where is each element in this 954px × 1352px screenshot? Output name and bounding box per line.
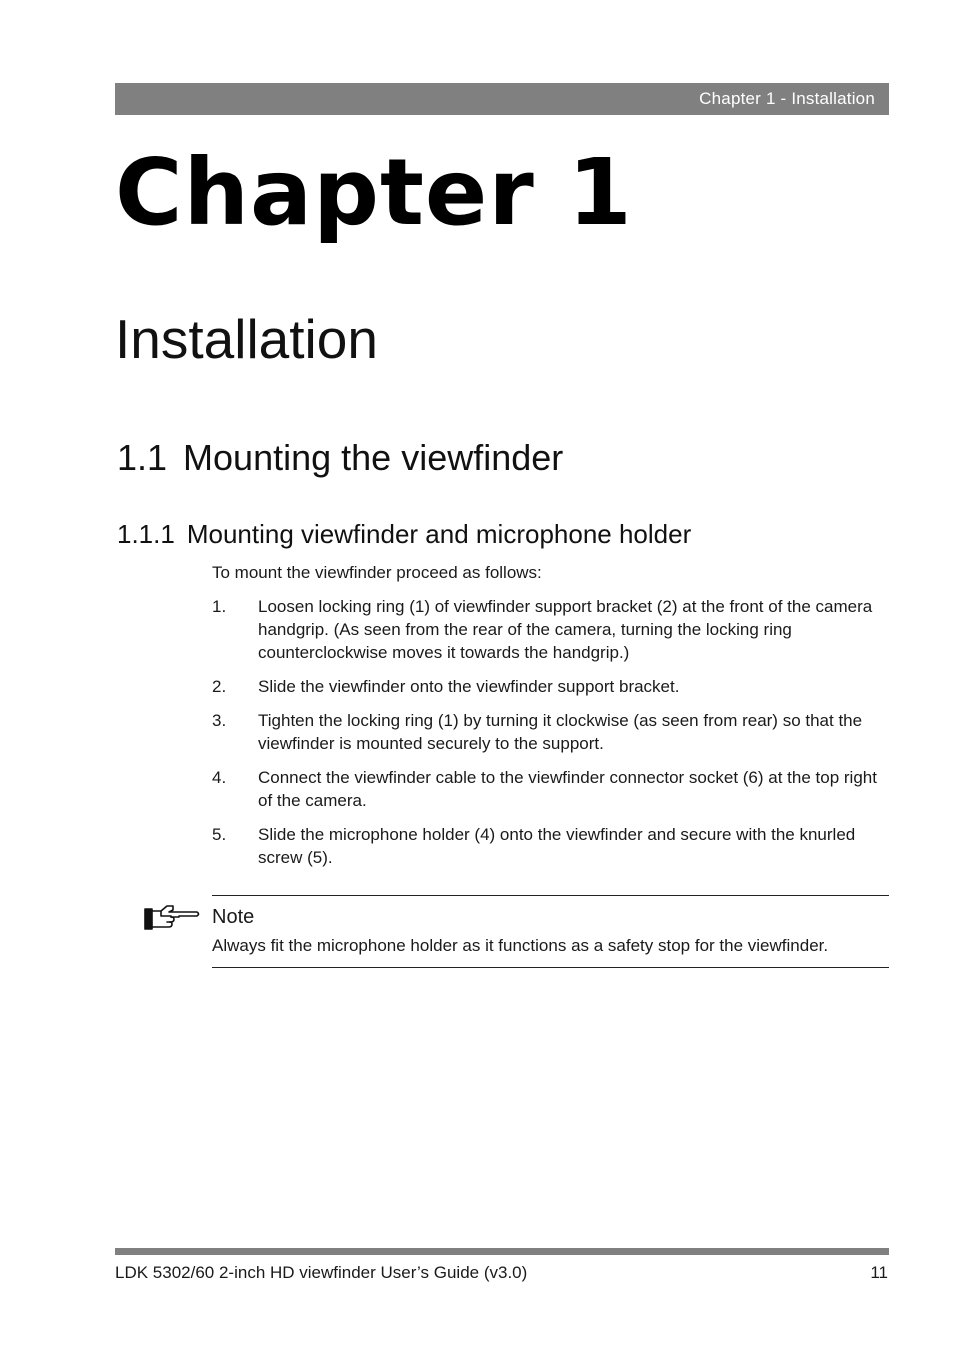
procedure-step	[212, 709, 889, 755]
step-number: 1.	[212, 597, 227, 616]
note-bottom-divider	[212, 967, 889, 968]
step-number: 5.	[212, 825, 227, 844]
note-text: Always fit the microphone holder as it functions as a safety stop for the viewfinder.	[212, 936, 829, 955]
procedure-step	[212, 766, 889, 812]
running-header-bar	[115, 83, 889, 115]
running-header-title: Chapter 1 - Installation	[699, 89, 875, 108]
procedure-step	[212, 675, 889, 698]
step-number: 2.	[212, 677, 227, 696]
section-title-text: Mounting the viewfinder	[183, 437, 564, 478]
footer-page-number: 11	[870, 1263, 888, 1282]
note-top-divider	[212, 895, 889, 896]
step-number: 3.	[212, 711, 227, 730]
section-number: 1.1	[117, 437, 168, 478]
section-heading	[117, 436, 563, 479]
procedure-step	[212, 595, 889, 664]
step-text: Slide the viewfinder onto the viewfinder support bracket.	[258, 677, 680, 696]
footer-bar	[115, 1248, 889, 1255]
procedure-steps	[212, 595, 889, 880]
step-text: Connect the viewfinder cable to the viewfinder connector socket (6) at the top right of the camera.	[258, 768, 877, 810]
subsection-heading	[117, 519, 691, 550]
step-number: 4.	[212, 768, 227, 787]
pointing-hand-icon	[143, 903, 201, 933]
procedure-intro: To mount the viewfinder proceed as follows:	[212, 563, 542, 582]
procedure-step	[212, 823, 889, 869]
note-label: Note	[212, 906, 255, 928]
step-text: Loosen locking ring (1) of viewfinder support bracket (2) at the front of the camera handgrip. (As seen from the rear of the camera, turning the locking ring counterclockwise moves it towards the handgrip.)	[258, 597, 873, 662]
step-text: Slide the microphone holder (4) onto the viewfinder and secure with the knurled screw (5).	[258, 825, 856, 867]
subsection-title-text: Mounting viewfinder and microphone holder	[186, 519, 692, 549]
subsection-number: 1.1.1	[117, 519, 175, 549]
step-text: Tighten the locking ring (1) by turning it clockwise (as seen from rear) so that the viewfinder is mounted securely to the support.	[258, 711, 863, 753]
chapter-title: Installation	[115, 308, 378, 370]
footer-document-title: LDK 5302/60 2-inch HD viewfinder User’s Guide (v3.0)	[115, 1263, 528, 1282]
chapter-number-heading: Chapter 1	[115, 139, 633, 246]
